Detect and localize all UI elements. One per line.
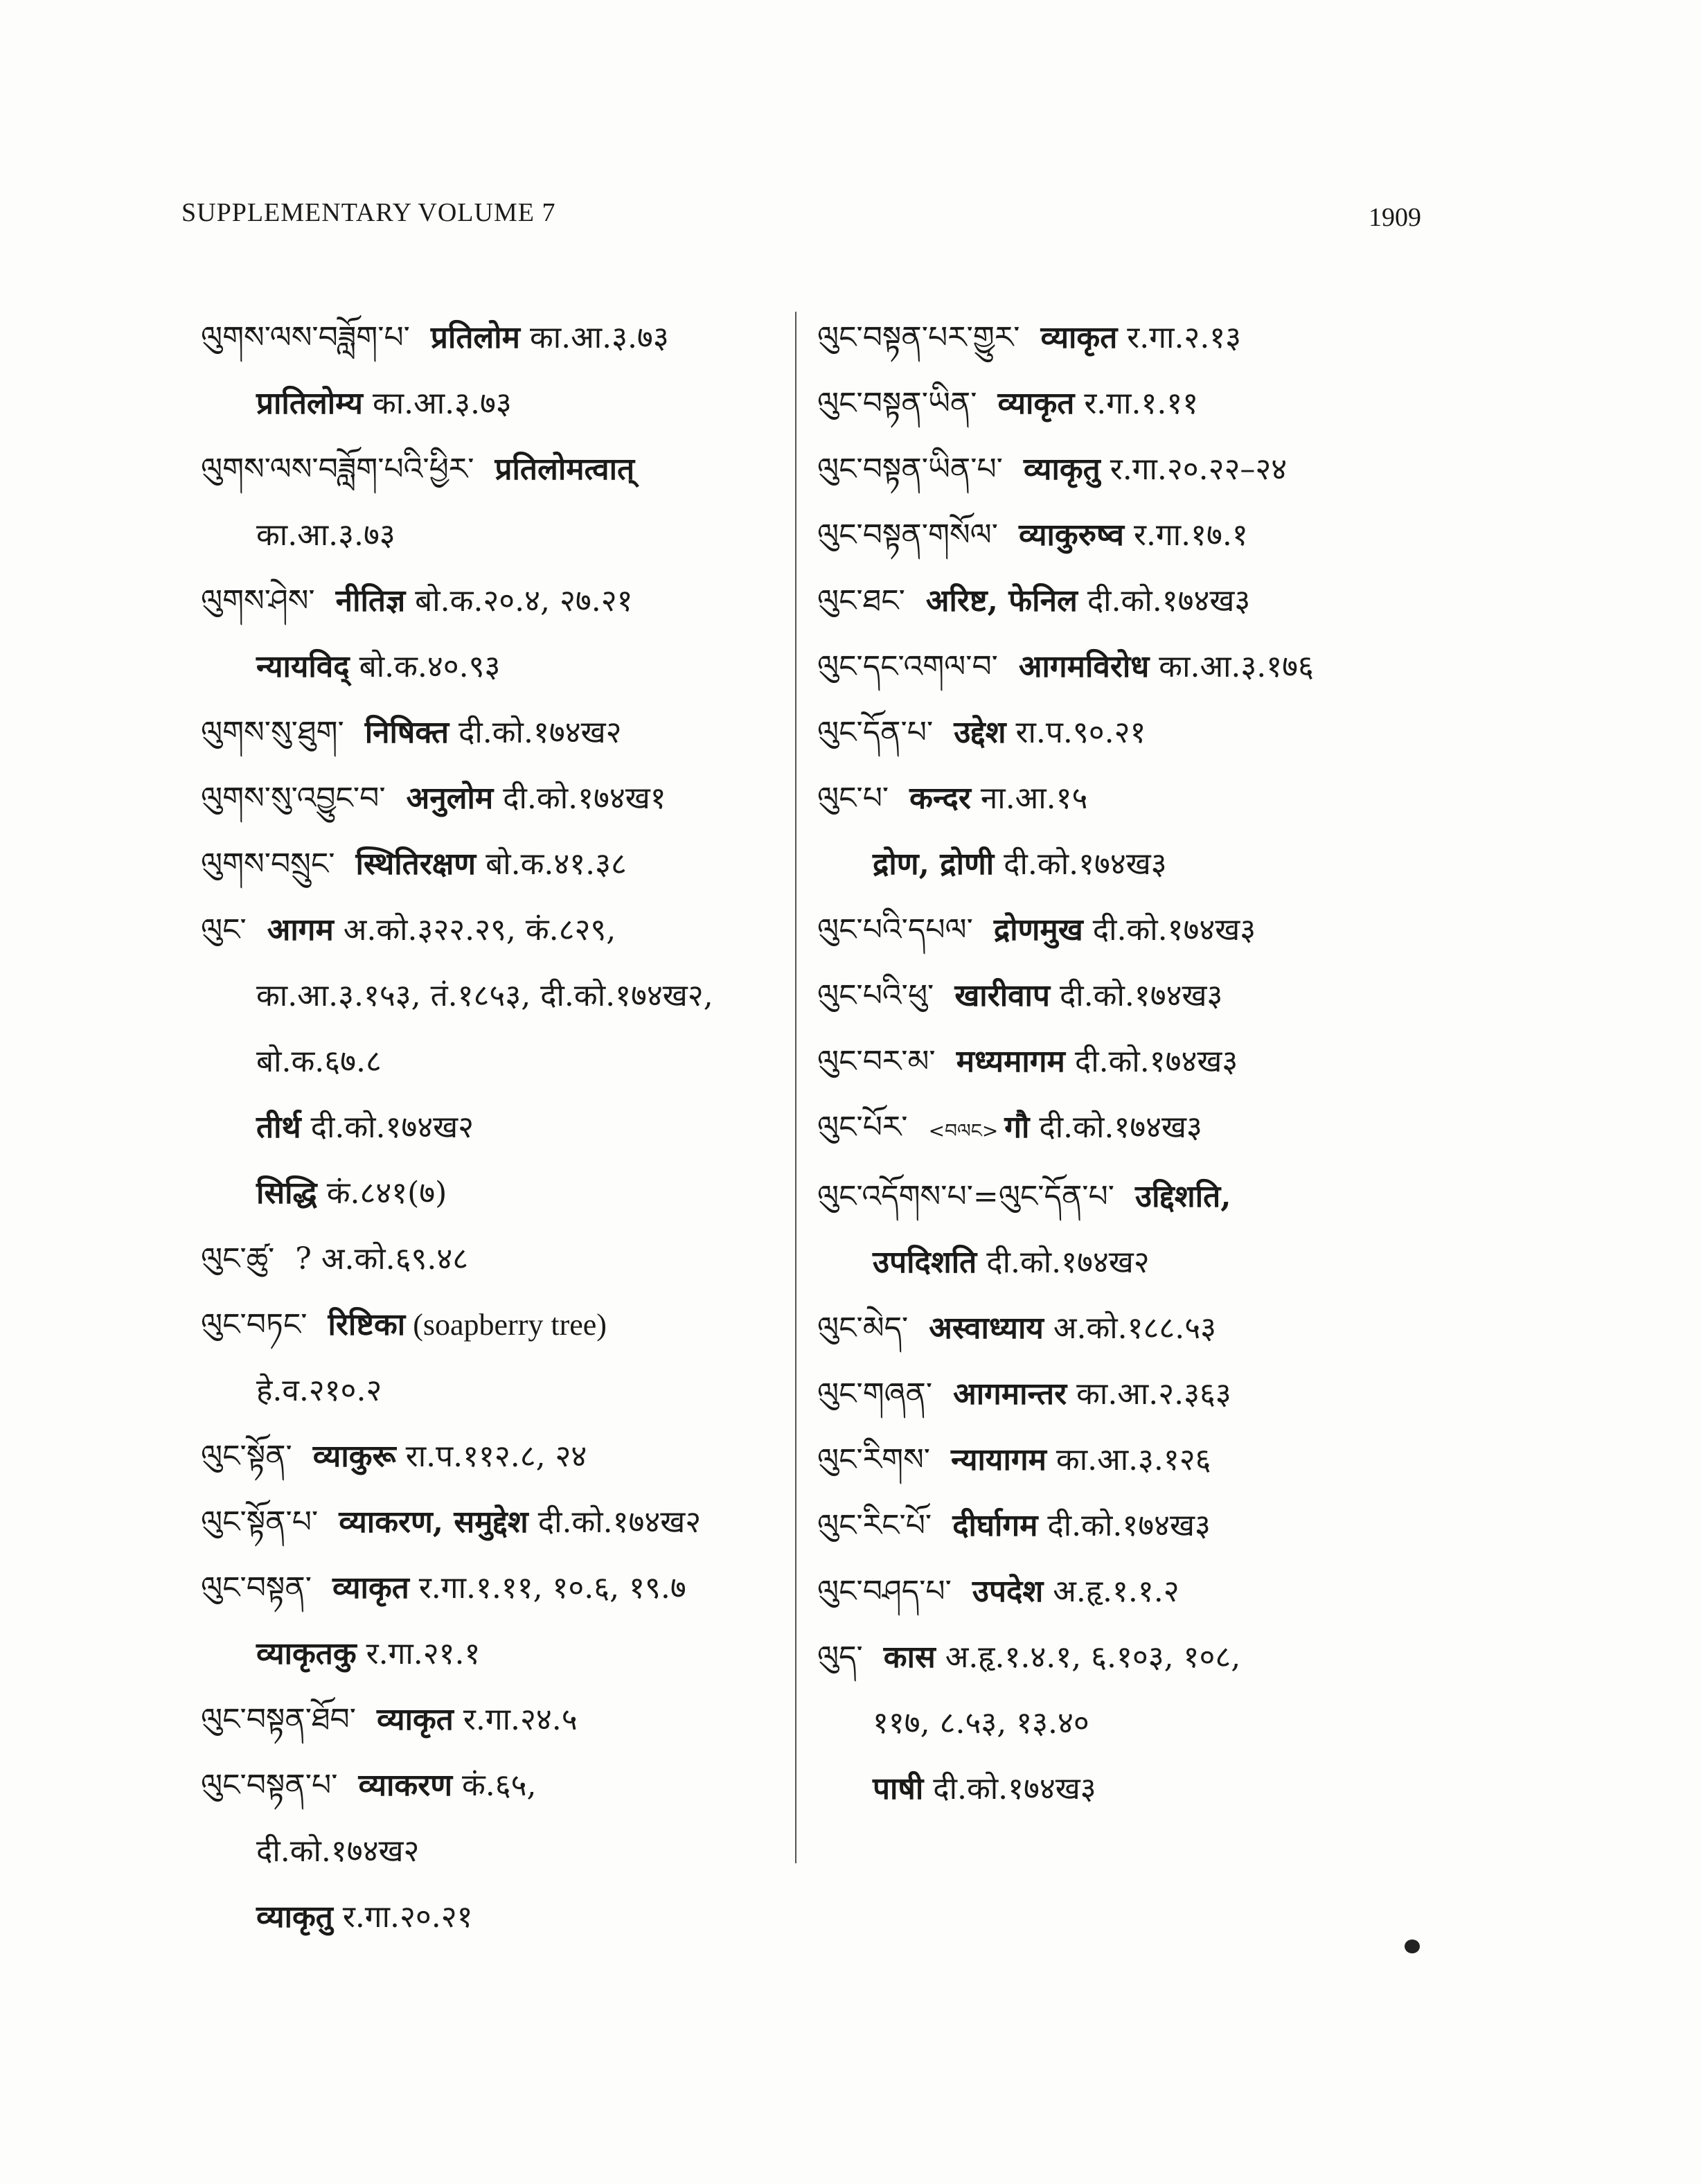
sanskrit-equivalent: गौ — [1004, 1110, 1030, 1145]
dictionary-entry-line — [817, 502, 1468, 568]
reference-text: बो.क.२०.४, २७.२१ — [405, 583, 633, 619]
dictionary-entry-line — [201, 1752, 803, 1818]
sanskrit-equivalent: प्रतिलोमत्वात् — [495, 452, 635, 487]
tibetan-headword: ལུགས་ལས་བཟློག་པ་ — [201, 320, 410, 355]
dictionary-entry-line — [817, 897, 1468, 963]
dictionary-entry-line — [817, 963, 1468, 1029]
sanskrit-equivalent: व्याकृतकु — [256, 1636, 357, 1671]
sanskrit-equivalent: अस्वाध्याय — [929, 1311, 1044, 1346]
reference-text: दी.को.१७४ख३ — [1083, 912, 1256, 948]
tibetan-headword: ལུད་ — [817, 1640, 863, 1675]
dictionary-entry-line — [201, 1555, 803, 1621]
sanskrit-equivalent: दीर्घागम — [952, 1508, 1038, 1543]
dictionary-entry-line — [201, 1489, 803, 1555]
dictionary-entry-line — [817, 765, 1468, 831]
sanskrit-equivalent: द्रोणमुख — [993, 912, 1083, 948]
tibetan-headword: ལུང་པ་ — [817, 781, 889, 816]
reference-text: का.आ.३.७३ — [362, 386, 512, 421]
reference-text: दी.को.१७४ख३ — [994, 846, 1167, 882]
tibetan-headword: ལུང་པོར་ — [817, 1110, 908, 1145]
column-divider — [795, 312, 796, 1863]
tibetan-headword: ལུང་རིང་པོ་ — [817, 1508, 932, 1543]
dictionary-entry-line — [201, 1226, 803, 1292]
tibetan-headword: ལུང་དང་འགལ་བ་ — [817, 649, 998, 684]
dictionary-entry-line — [201, 436, 803, 502]
reference-text: र.गा.२४.५ — [453, 1702, 578, 1737]
tibetan-headword: ལུང་པའི་ཕུ་ — [817, 978, 934, 1013]
sanskrit-equivalent: सिद्धि — [256, 1175, 317, 1211]
dictionary-entry-line — [817, 1164, 1468, 1229]
dictionary-entry-line — [201, 1621, 803, 1687]
page-number: 1909 — [1369, 203, 1421, 232]
sanskrit-equivalent: न्यायविद् — [256, 649, 350, 684]
tibetan-headword: ལུང་བསྟན་ཡིན་པ་ — [817, 452, 1003, 487]
reference-text: दी.को.१७४ख२ — [977, 1245, 1150, 1280]
sanskrit-equivalent: नीतिज्ञ — [335, 583, 406, 619]
ink-dot — [1405, 1939, 1420, 1953]
tibetan-headword: ལུང་དོན་པ་ — [817, 715, 934, 750]
tibetan-headword: ལུགས་བསྲུང་ — [201, 846, 335, 882]
dictionary-entry-line — [817, 1029, 1468, 1094]
sanskrit-equivalent: उद्दिशति, — [1135, 1179, 1231, 1214]
reference-text: दी.को.१७४ख३ — [1049, 978, 1223, 1013]
right-column — [817, 305, 1468, 1822]
reference-text: बो.क.६७.८ — [256, 1044, 382, 1079]
sanskrit-equivalent: अनुलोम — [406, 781, 494, 816]
dictionary-entry-line — [817, 436, 1468, 502]
sanskrit-equivalent: व्याकृत — [332, 1570, 409, 1606]
reference-text: अ.हृ.१.४.१, ६.१०३, १०८, — [935, 1640, 1241, 1675]
dictionary-entry-line — [201, 1884, 803, 1950]
reference-text: दी.को.१७४ख२ — [256, 1834, 420, 1869]
tibetan-headword: ལུང་རིགས་ — [817, 1442, 931, 1477]
sanskrit-equivalent: स्थितिरक्षण — [355, 846, 477, 882]
sanskrit-equivalent: रिष्टिका — [328, 1307, 406, 1342]
tibetan-headword: ལུང་བསྟན་ཐོབ་ — [201, 1702, 357, 1737]
tibetan-headword: ལུང་ — [201, 912, 247, 948]
dictionary-entry-line — [817, 1295, 1468, 1361]
dictionary-entry-line — [201, 1423, 803, 1489]
reference-text: का.आ.३.१७६ — [1149, 649, 1314, 684]
tibetan-headword: ལུང་བཤད་པ་ — [817, 1574, 952, 1609]
dictionary-entry-line — [817, 700, 1468, 765]
sanskrit-equivalent: व्याकरण — [358, 1768, 453, 1803]
dictionary-entry-line — [817, 305, 1468, 371]
reference-text: का.आ.२.३६३ — [1067, 1376, 1231, 1412]
dictionary-entry-line — [817, 1559, 1468, 1624]
left-column — [201, 305, 803, 1950]
tibetan-headword: ལུགས་སུ་ཐུག་ — [201, 715, 344, 750]
reference-text: ना.आ.१५ — [970, 781, 1088, 816]
dictionary-entry-line — [817, 1624, 1468, 1690]
reference-text: दी.को.१७४ख२ — [301, 1110, 474, 1145]
tibetan-headword: ལུང་སྟོན་ — [201, 1439, 292, 1474]
reference-text: दी.को.१७४ख१ — [493, 781, 666, 816]
reference-text: दी.को.१७४ख३ — [1029, 1110, 1202, 1145]
dictionary-entry-line — [201, 568, 803, 634]
reference-text: बो.क.४०.९३ — [349, 649, 501, 684]
sanskrit-equivalent: आगमान्तर — [953, 1376, 1067, 1412]
reference-text: रा.प.९०.२१ — [1006, 715, 1146, 750]
sanskrit-equivalent: व्याकुरू — [312, 1439, 396, 1474]
sanskrit-equivalent: कन्दर — [909, 781, 971, 816]
tibetan-headword: ལུང་བཏང་ — [201, 1307, 308, 1342]
sanskrit-equivalent: उद्देश — [954, 715, 1006, 750]
dictionary-entry-line — [817, 1427, 1468, 1493]
dictionary-entry-line — [201, 765, 803, 831]
dictionary-entry-line — [201, 1358, 803, 1423]
dictionary-entry-line — [817, 1493, 1468, 1559]
sanskrit-equivalent: पाषी — [873, 1771, 924, 1806]
reference-text: ११७, ८.५३, १३.४० — [873, 1705, 1089, 1741]
sanskrit-equivalent: व्याकृतु — [256, 1899, 333, 1935]
reference-text: <བལང> — [928, 1119, 1005, 1142]
tibetan-headword: ལུང་བསྟན་གསོལ་ — [817, 517, 998, 553]
sanskrit-equivalent: उपदिशति — [873, 1245, 977, 1280]
dictionary-entry-line — [201, 371, 803, 436]
sanskrit-equivalent: उपदेश — [972, 1574, 1044, 1609]
sanskrit-equivalent: द्रोण, द्रोणी — [873, 846, 995, 882]
reference-text: का.आ.३.१५३, तं.१८५३, दी.को.१७४ख२, — [256, 978, 713, 1013]
sanskrit-equivalent: न्यायागम — [951, 1442, 1047, 1477]
reference-text: कं.६५, — [452, 1768, 537, 1803]
dictionary-entry-line — [201, 1094, 803, 1160]
reference-text: र.गा.१.११ — [1074, 386, 1199, 421]
reference-text: बो.क.४१.३८ — [476, 846, 627, 882]
reference-text: दी.को.१७४ख३ — [1077, 583, 1251, 619]
reference-text: दी.को.१७४ख२ — [449, 715, 622, 750]
reference-text: दी.को.१७४ख३ — [1065, 1044, 1238, 1079]
tibetan-headword: ལུང་བར་མ་ — [817, 1044, 936, 1079]
tibetan-headword: ལུགས་ལས་བཟློག་པའི་ཕྱིར་ — [201, 452, 474, 487]
sanskrit-equivalent: आगम — [267, 912, 334, 948]
tibetan-headword: ལུང་འདོགས་པ་=ལུང་དོན་པ་ — [817, 1179, 1114, 1214]
dictionary-entry-line — [201, 897, 803, 963]
dictionary-entry-line — [201, 963, 803, 1029]
reference-text: र.गा.२०.२२–२४ — [1100, 452, 1288, 487]
reference-text: अ.हृ.१.१.२ — [1043, 1574, 1179, 1609]
tibetan-headword: ལུང་གཞན་ — [817, 1376, 933, 1412]
dictionary-entry-line — [201, 634, 803, 700]
dictionary-entry-line — [817, 568, 1468, 634]
sanskrit-equivalent: व्याकरण, समुद्देश — [339, 1504, 528, 1540]
reference-text: दी.को.१७४ख२ — [528, 1504, 702, 1540]
sanskrit-equivalent: प्रतिलोम — [430, 320, 520, 355]
reference-text: हे.व.२१०.२ — [256, 1373, 382, 1408]
dictionary-entry-line — [201, 1687, 803, 1752]
reference-text: अ.को.३२२.२९, कं.८२९, — [333, 912, 616, 948]
sanskrit-equivalent: प्रातिलोम्य — [256, 386, 363, 421]
reference-text: दी.को.१७४ख३ — [923, 1771, 1096, 1806]
sanskrit-equivalent: आगमविरोध — [1018, 649, 1150, 684]
dictionary-entry-line — [817, 634, 1468, 700]
dictionary-entry-line — [817, 1361, 1468, 1427]
reference-text: (soapberry tree) — [405, 1308, 607, 1342]
reference-text: र.गा.२.१३ — [1117, 320, 1242, 355]
tibetan-headword: ལུགས་སུ་འབྱུང་བ་ — [201, 781, 386, 816]
reference-text: र.गा.१७.१ — [1124, 517, 1248, 553]
tibetan-headword: ལུང་སྟོན་པ་ — [201, 1504, 319, 1540]
tibetan-headword: ལུང་བསྟན་ — [201, 1570, 312, 1606]
sanskrit-equivalent: व्याकृत — [997, 386, 1075, 421]
dictionary-entry-line — [817, 1756, 1468, 1822]
dictionary-entry-line — [817, 1094, 1468, 1164]
dictionary-entry-line — [201, 1818, 803, 1884]
reference-text: का.आ.३.१२६ — [1046, 1442, 1211, 1477]
dictionary-entry-line — [201, 1029, 803, 1094]
reference-text: का.आ.३.७३ — [519, 320, 669, 355]
reference-text: र.गा.२१.१ — [356, 1636, 481, 1671]
dictionary-entry-line — [817, 831, 1468, 897]
tibetan-headword: ལུགས་ཤེས་ — [201, 583, 315, 619]
sanskrit-equivalent: कास — [883, 1640, 936, 1675]
reference-text: रा.प.११२.८, २४ — [395, 1439, 587, 1474]
tibetan-headword: ལུང་ཐང་ — [817, 583, 905, 619]
tibetan-headword: ལུང་བསྟན་ཡིན་ — [817, 386, 977, 421]
dictionary-entry-line — [201, 831, 803, 897]
dictionary-entry-line — [817, 371, 1468, 436]
reference-text: अ.को.१८८.५३ — [1043, 1311, 1217, 1346]
sanskrit-equivalent: निषिक्त — [364, 715, 449, 750]
tibetan-headword: ལུང་མེད་ — [817, 1311, 909, 1346]
tibetan-headword: ལུང་བསྟན་པར་གྱུར་ — [817, 320, 1020, 355]
reference-text: दी.को.१७४ख३ — [1037, 1508, 1211, 1543]
reference-text: का.आ.३.७३ — [256, 517, 395, 553]
tibetan-headword: ལུང་ཚུ་ — [201, 1241, 275, 1277]
sanskrit-equivalent: व्याकृतु — [1023, 452, 1101, 487]
sanskrit-equivalent: अरिष्ट, फेनिल — [925, 583, 1078, 619]
reference-text: र.गा.२०.२१ — [332, 1899, 473, 1935]
sanskrit-equivalent: खारीवाप — [954, 978, 1050, 1013]
sanskrit-equivalent: व्याकृत — [377, 1702, 454, 1737]
tibetan-headword: ལུང་པའི་དཔལ་ — [817, 912, 973, 948]
tibetan-headword: ལུང་བསྟན་པ་ — [201, 1768, 338, 1803]
dictionary-entry-line — [201, 1160, 803, 1226]
sanskrit-equivalent: तीर्थ — [256, 1110, 301, 1145]
dictionary-entry-line — [817, 1690, 1468, 1756]
dictionary-entry-line — [201, 502, 803, 568]
sanskrit-equivalent: मध्यमागम — [956, 1044, 1065, 1079]
reference-text: ? अ.को.६९.४८ — [295, 1241, 469, 1277]
dictionary-entry-line — [201, 305, 803, 371]
running-title: SUPPLEMENTARY VOLUME 7 — [181, 198, 556, 227]
reference-text: कं.८४१(७) — [317, 1175, 447, 1211]
sanskrit-equivalent: व्याकुरुष्व — [1018, 517, 1124, 553]
reference-text: र.गा.१.११, १०.६, १९.७ — [409, 1570, 686, 1606]
dictionary-entry-line — [817, 1229, 1468, 1295]
dictionary-entry-line — [201, 1292, 803, 1358]
dictionary-entry-line — [201, 700, 803, 765]
sanskrit-equivalent: व्याकृत — [1040, 320, 1118, 355]
